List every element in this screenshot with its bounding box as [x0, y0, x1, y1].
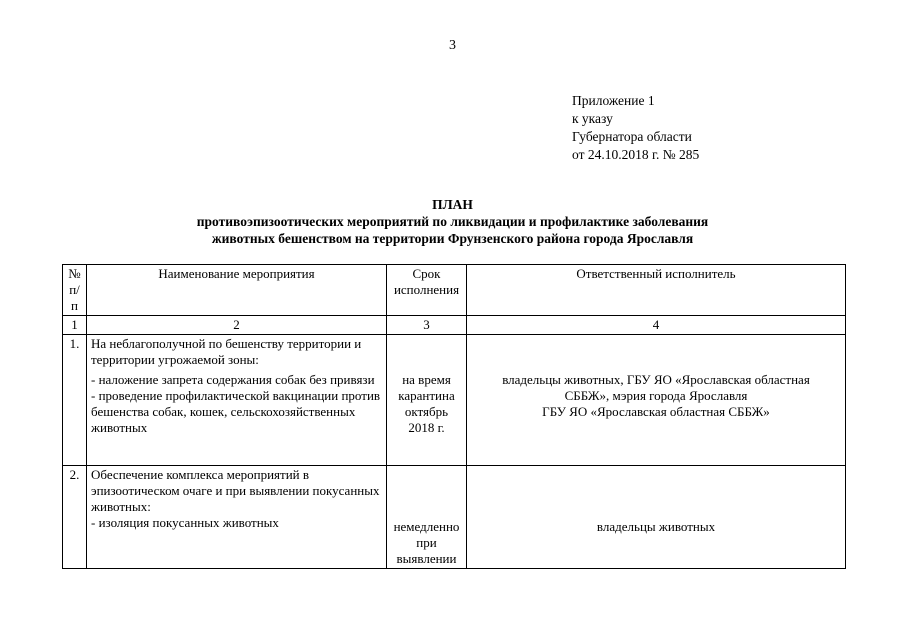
term-text: немедленно при выявлении: [393, 519, 460, 566]
column-number-row: [63, 316, 846, 335]
executor-text: владельцы животных: [596, 519, 716, 534]
row-executor: [467, 466, 846, 569]
header-name: Наименование мероприятия: [87, 265, 387, 316]
header-executor: Ответственный исполнитель: [467, 265, 846, 316]
executor-text: владельцы животных, ГБУ ЯО «Ярославская областная СББЖ», мэрия города Ярославля: [502, 372, 810, 403]
activity-item: - изоляция покусанных животных: [91, 515, 279, 530]
col-number: 1: [63, 316, 87, 335]
term-text: октябрь 2018 г.: [404, 404, 449, 435]
appendix-line: от 24.10.2018 г. № 285: [572, 147, 700, 162]
title-line: противоэпизоотических мероприятий по ликвидации и профилактике заболевания: [196, 214, 709, 229]
plan-table: [62, 264, 846, 569]
activity-intro: Обеспечение комплекса мероприятий в эпизоотическом очаге и при выявлении покусанных животных:: [91, 467, 380, 514]
row-number: 2.: [63, 466, 87, 569]
title-heading: ПЛАН: [432, 197, 473, 212]
col-number: 2: [87, 316, 387, 335]
term-text: на время карантина: [398, 372, 455, 403]
col-number: 3: [387, 316, 467, 335]
row-executor: [467, 335, 846, 466]
table-header-row: [63, 265, 846, 316]
title-line: животных бешенством на территории Фрунзенского района города Ярославля: [211, 231, 694, 246]
appendix-line: Приложение 1: [572, 93, 655, 108]
executor-text: ГБУ ЯО «Ярославская областная СББЖ»: [542, 404, 770, 419]
row-activity: [87, 466, 387, 569]
row-term: [387, 466, 467, 569]
appendix-block: [572, 92, 699, 164]
activity-item: - проведение профилактической вакцинации против бешенства собак, кошек, сельскохозяйственных животных: [91, 388, 381, 435]
table-row: [63, 335, 846, 466]
table-row: [63, 466, 846, 569]
activity-item: - наложение запрета содержания собак без привязи: [91, 372, 375, 387]
appendix-line: к указу: [572, 111, 613, 126]
appendix-line: Губернатора области: [572, 129, 692, 144]
col-number: 4: [467, 316, 846, 335]
page-number: 3: [449, 38, 456, 53]
row-term: [387, 335, 467, 466]
header-term: Срок исполнения: [387, 265, 467, 316]
row-number: 1.: [63, 335, 87, 466]
row-activity: [87, 335, 387, 466]
activity-intro: На неблагополучной по бешенству территории и территории угрожаемой зоны:: [91, 336, 362, 367]
header-num: № п/п: [63, 265, 87, 316]
document-title: [0, 196, 905, 247]
